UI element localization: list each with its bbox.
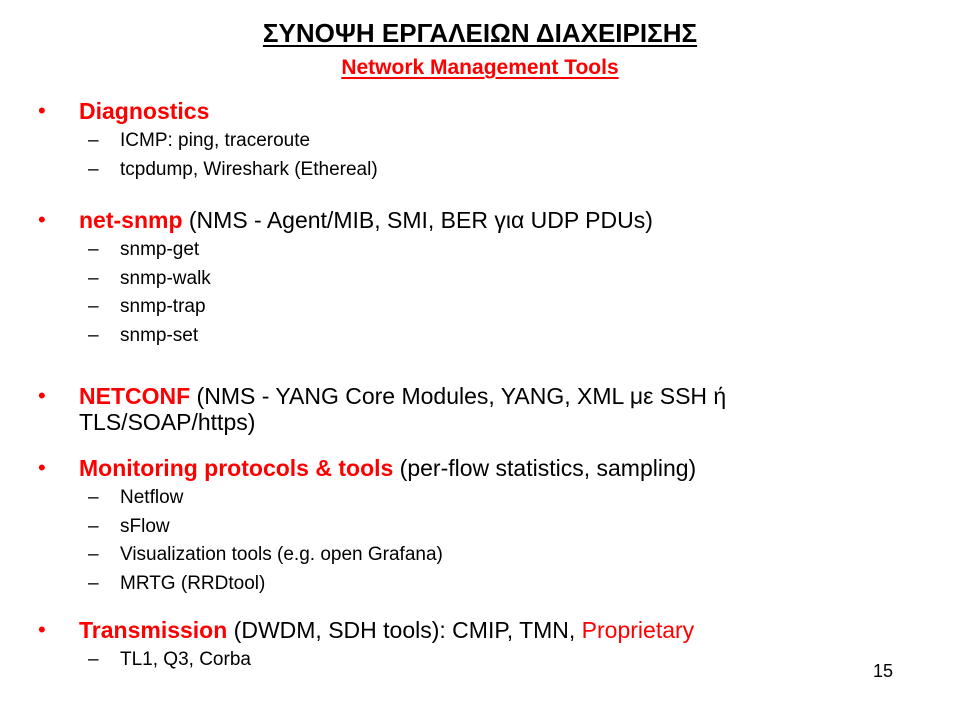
sub-item-text: TL1, Q3, Corba (120, 649, 251, 670)
bullet-heading: Diagnostics (79, 98, 210, 124)
bullet-heading: net-snmp (79, 207, 183, 233)
dash-icon: – (88, 516, 99, 537)
sub-item-text: Netflow (120, 487, 184, 508)
sub-item-text: snmp-get (120, 239, 200, 260)
bullet-dot-icon: • (38, 617, 46, 642)
bullet-heading: Monitoring protocols & tools (79, 455, 394, 481)
sub-item-text: snmp-set (120, 325, 199, 346)
bullet-dot-icon: • (38, 207, 46, 232)
slide-subtitle: Network Management Tools (341, 56, 619, 79)
dash-icon: – (88, 487, 99, 508)
dash-icon: – (88, 268, 99, 289)
bullet-detail-highlight: Proprietary (581, 617, 695, 643)
dash-icon: – (88, 544, 99, 565)
dash-icon: – (88, 239, 99, 260)
sub-item-text: snmp-trap (120, 296, 206, 317)
bullet-dot-icon: • (38, 98, 46, 123)
bullet-detail: (NMS - Agent/MIB, SMI, BER για UDP PDUs) (182, 207, 653, 233)
bullet-text (79, 454, 696, 482)
sub-item-text: sFlow (120, 516, 170, 537)
bullet-text (79, 616, 694, 644)
bullet-detail: (DWDM, SDH tools): CMIP, TMN, (227, 617, 582, 643)
bullet-heading: Transmission (79, 617, 228, 643)
sub-item-text: MRTG (RRDtool) (120, 573, 266, 594)
bullet-detail: (NMS - YANG Core Modules, YANG, XML με SSH ή (190, 383, 727, 409)
bullet-text (79, 97, 209, 125)
sub-item-text: Visualization tools (e.g. open Grafana) (120, 544, 443, 565)
bullet-detail: (per-flow statistics, sampling) (393, 455, 697, 481)
bullet-heading: NETCONF (79, 383, 191, 409)
dash-icon: – (88, 325, 99, 346)
page-number: 15 (873, 661, 894, 681)
dash-icon: – (88, 573, 99, 594)
bullet-dot-icon: • (38, 455, 46, 480)
bullet-dot-icon: • (38, 383, 46, 408)
bullet-text (79, 206, 653, 234)
sub-item-text: tcpdump, Wireshark (Ethereal) (120, 159, 378, 180)
dash-icon: – (88, 296, 99, 317)
slide-title: ΣΥΝΟΨΗ ΕΡΓΑΛΕΙΩΝ ΔΙΑΧΕΙΡΙΣΗΣ (262, 18, 698, 48)
dash-icon: – (88, 159, 99, 180)
sub-item-text: snmp-walk (120, 268, 211, 289)
bullet-detail-continued: TLS/SOAP/https) (79, 409, 256, 435)
dash-icon: – (88, 649, 99, 670)
bullet-text (79, 382, 726, 410)
sub-item-text: ICMP: ping, traceroute (120, 130, 311, 151)
dash-icon: – (88, 130, 99, 151)
